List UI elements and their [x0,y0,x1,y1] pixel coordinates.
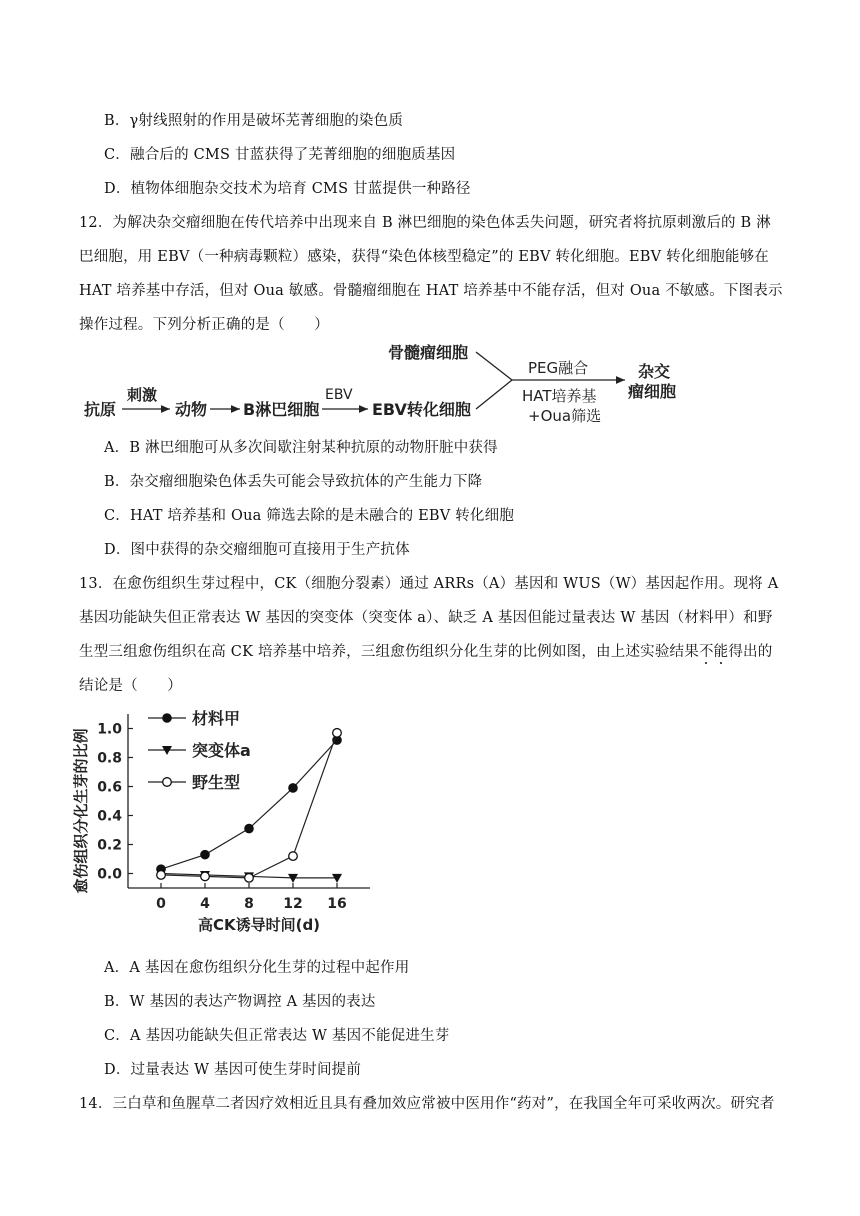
legend-marker-2 [163,778,172,787]
x-axis-label: 高CK诱导时间(d) [197,916,321,934]
y-tick-label: 0.8 [97,750,122,767]
q13-stem-line-3 [79,642,772,662]
data-point-series-2 [157,871,166,880]
q11-option-c: C．融合后的 CMS 甘蓝获得了芜菁细胞的细胞质基因 [104,147,456,163]
x-tick-label: 8 [244,896,254,912]
flow-oua-label: +Oua筛选 [528,407,602,425]
data-point-series-2 [245,874,254,883]
data-point-series-2 [289,852,298,861]
q12-option-d: D．图中获得的杂交瘤细胞可直接用于生产抗体 [104,542,410,558]
flow-line-myeloma [476,352,512,380]
y-tick-label: 0.2 [97,837,122,854]
q12-stem-line-3: HAT 培养基中存活，但对 Oua 敏感。骨髓瘤细胞在 HAT 培养基中不能存活，但对 Oua 不敏感。下图表示 [79,283,783,299]
flow-hybrid-line-2: 瘤细胞 [628,382,677,401]
q11-option-d: D．植物体细胞杂交技术为培育 CMS 甘蓝提供一种路径 [104,181,471,197]
data-point-series-2 [201,872,210,881]
q13-emphasis-can: 能 [713,644,729,660]
x-tick-label: 12 [283,896,303,912]
q14-stem-line-1: 14．三白草和鱼腥草二者因疗效相近且具有叠加效应常被中医用作“药对”，在我国全年可采收两次。研究者 [79,1096,775,1112]
flow-ebv-label: EBV [325,387,353,403]
flow-stimulate-label: 刺激 [127,386,158,404]
flow-antigen: 抗原 [84,400,117,419]
legend-label-0: 材料甲 [192,709,241,728]
q13-stem-line-1: 13．在愈伤组织生芽过程中，CK（细胞分裂素）通过 ARRs（A）基因和 WUS（W）基因起作用。现将 A [79,576,779,592]
y-tick-label: 0.4 [97,808,122,825]
data-point-series-0 [245,824,254,833]
x-tick-label: 16 [327,896,347,912]
q12-option-b: B．杂交瘤细胞染色体丢失可能会导致抗体的产生能力下降 [104,474,483,490]
y-tick-label: 1.0 [97,721,122,738]
y-tick-label: 0.6 [97,779,122,796]
flow-hat-label: HAT培养基 [522,387,597,405]
q12-stem-line-4: 操作过程。下列分析正确的是（ ） [79,317,329,333]
q11-option-b: B．γ射线照射的作用是破坏芜菁细胞的染色质 [104,113,404,129]
q13-stem-line-3-main: 生型三组愈伤组织在高 CK 培养基中培养，三组愈伤组织分化生芽的比例如图，由上述实验结果 [79,644,699,660]
y-tick-label: 0.0 [97,866,122,883]
q13-option-d: D．过量表达 W 基因可使生芽时间提前 [104,1062,362,1078]
q13-stem-line-4: 结论是（ ） [79,678,182,694]
q13-emphasis-not: 不 [698,644,714,660]
q13-stem-line-2: 基因功能缺失但正常表达 W 基因的突变体（突变体 a）、缺乏 A 基因但能过量表达 W 基因（材料甲）和野 [79,610,773,626]
q13-option-c: C．A 基因功能缺失但正常表达 W 基因不能促进生芽 [104,1028,450,1044]
q13-option-b: B．W 基因的表达产物调控 A 基因的表达 [104,994,376,1010]
data-point-series-0 [289,784,298,793]
flow-ebv-cell: EBV转化细胞 [372,400,471,419]
flow-hybrid-line-1: 杂交 [638,362,671,381]
q12-stem-line-2: 巴细胞，用 EBV（一种病毒颗粒）感染，获得“染色体核型稳定”的 EBV 转化细胞。EBV 转化细胞能够在 [79,249,769,265]
flow-peg-label: PEG融合 [528,359,589,377]
y-axis-label: 愈伤组织分化生芽的比例 [72,728,90,894]
legend-marker-0 [163,714,172,723]
legend-label-2: 野生型 [192,773,241,792]
data-point-series-0 [201,850,210,859]
q12-stem-line-1: 12．为解决杂交瘤细胞在传代培养中出现来自 B 淋巴细胞的染色体丢失问题，研究者将抗原刺激后的 B 淋 [79,215,771,231]
flow-animal: 动物 [175,400,208,419]
q13-stem-line-3-tail: 得出的 [728,644,773,660]
flow-b-cell: B淋巴细胞 [243,400,320,419]
q12-option-a: A．B 淋巴细胞可从多次间歇注射某种抗原的动物肝脏中获得 [104,440,498,456]
data-point-series-2 [333,729,342,738]
x-tick-label: 4 [200,896,210,912]
legend-label-1: 突变体a [192,741,251,760]
flow-line-ebv-cell [476,380,512,409]
q12-option-c: C．HAT 培养基和 Oua 筛选去除的是未融合的 EBV 转化细胞 [104,508,515,524]
q13-line-chart [70,698,390,948]
x-tick-label: 0 [156,896,166,912]
q13-option-a: A．A 基因在愈伤组织分化生芽的过程中起作用 [104,960,410,976]
flow-myeloma: 骨髓瘤细胞 [388,343,469,362]
